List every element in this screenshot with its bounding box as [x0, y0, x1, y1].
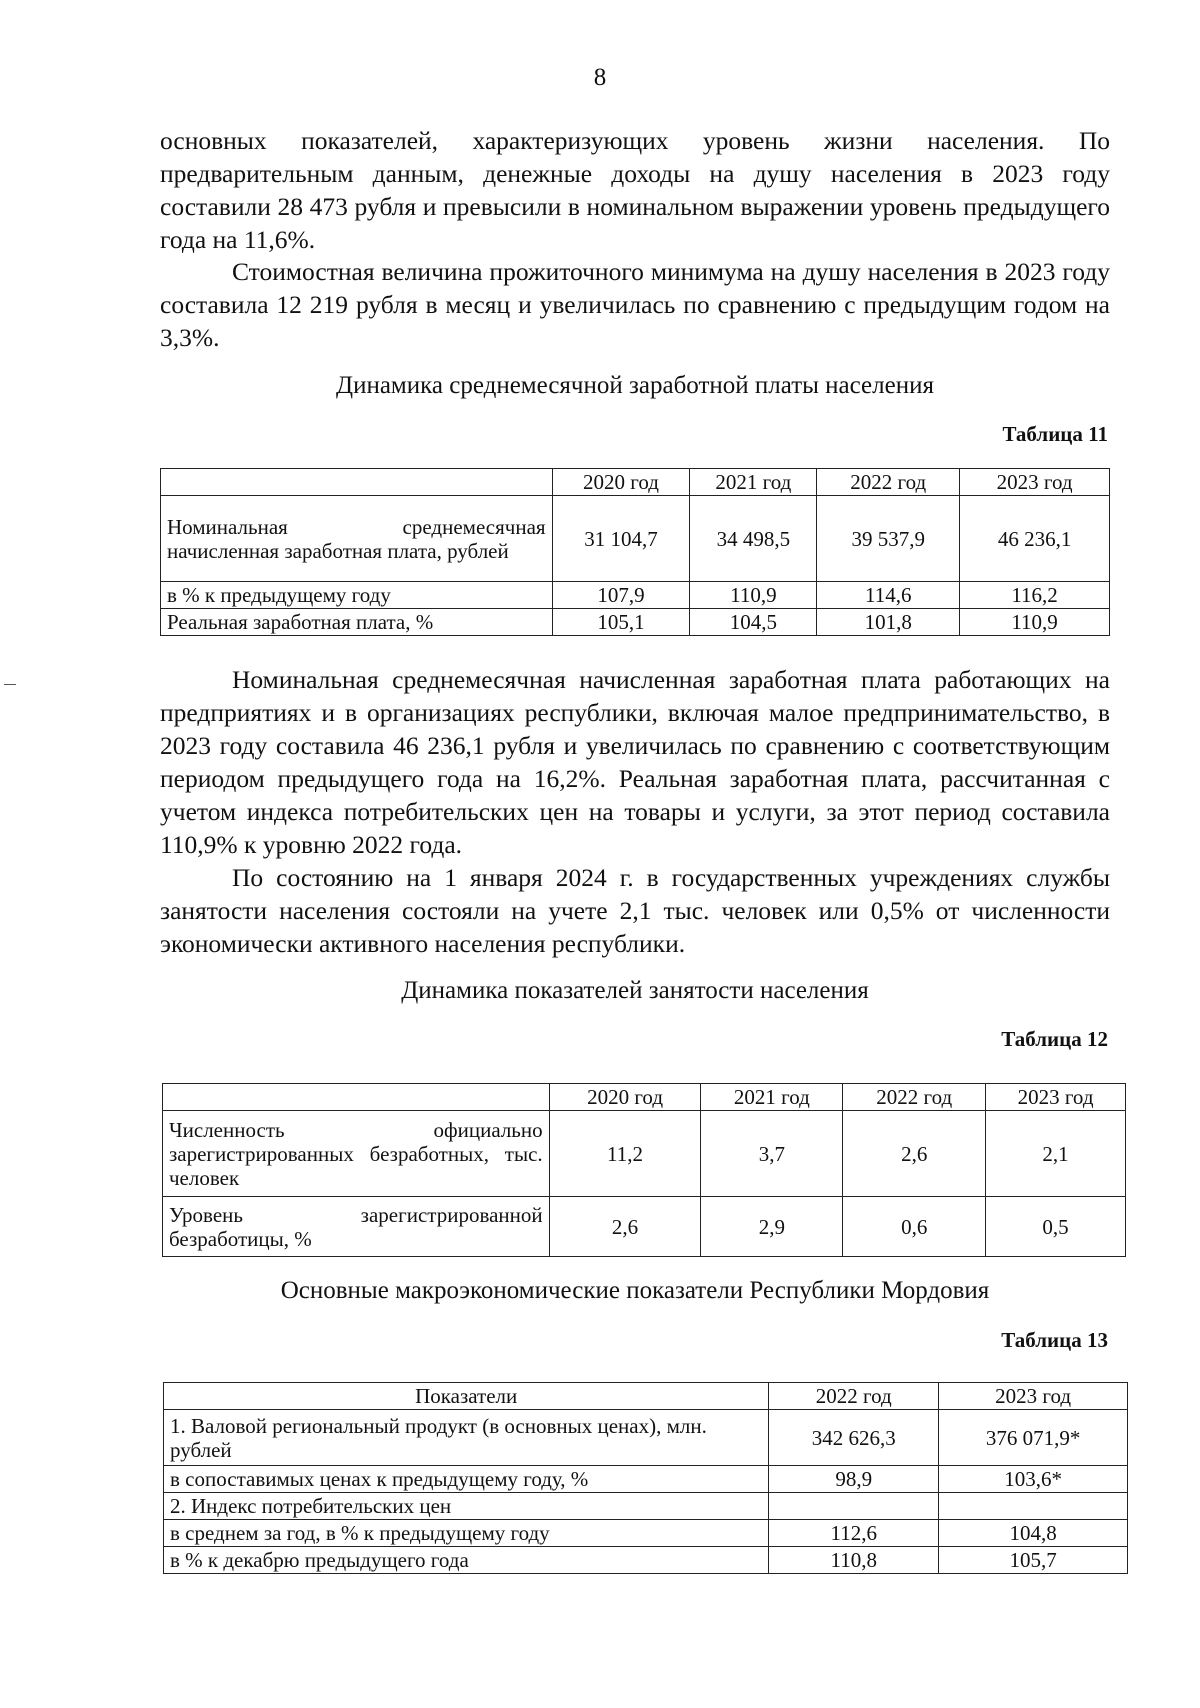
table-row: [163, 1111, 1126, 1197]
table11-header-row: [161, 469, 1110, 496]
cell-value: 2,1: [986, 1111, 1126, 1197]
table-row: [164, 1410, 1128, 1466]
table-row: [164, 1547, 1128, 1574]
cell-value: 0,6: [843, 1197, 986, 1257]
cell-value: 34 498,5: [690, 496, 817, 582]
page-number: 8: [593, 64, 607, 91]
table-row: [164, 1520, 1128, 1547]
cell-value: 46 236,1: [960, 496, 1110, 582]
cell-value: 39 537,9: [817, 496, 960, 582]
cell-value: 103,6*: [939, 1466, 1128, 1493]
cell-value: 31 104,7: [552, 496, 690, 582]
margin-mark: [4, 684, 16, 685]
table12-header-2020: 2020 год: [549, 1084, 701, 1111]
table11-caption: Динамика среднемесячной заработной платы населения: [336, 372, 934, 399]
cell-value: [939, 1493, 1128, 1520]
cell-value: 105,7: [939, 1547, 1128, 1574]
cell-value: 342 626,3: [769, 1410, 939, 1466]
table13-header-row: [164, 1383, 1128, 1410]
cell-value: 116,2: [960, 582, 1110, 609]
table13-macro-indicators: [163, 1382, 1128, 1574]
row-label: 2. Индекс потребительских цен: [164, 1493, 769, 1520]
cell-value: 3,7: [701, 1111, 843, 1197]
cell-value: 2,6: [843, 1111, 986, 1197]
table11-header-2022: 2022 год: [817, 469, 960, 496]
row-label: Номинальная среднемесячная начисленная заработная плата, рублей: [161, 496, 553, 582]
table13-header-2023: 2023 год: [939, 1383, 1128, 1410]
row-label: 1. Валовой региональный продукт (в основных ценах), млн. рублей: [164, 1410, 769, 1466]
row-label: Численность официально зарегистрированных безработных, тыс. человек: [163, 1111, 550, 1197]
table11-wages: [160, 468, 1110, 636]
cell-value: 110,9: [960, 609, 1110, 636]
table13-header-2022: 2022 год: [769, 1383, 939, 1410]
table11-header-2021: 2021 год: [690, 469, 817, 496]
cell-value: [769, 1493, 939, 1520]
row-label: в среднем за год, в % к предыдущему году: [164, 1520, 769, 1547]
table12-header-2021: 2021 год: [701, 1084, 843, 1111]
table-row: [163, 1197, 1126, 1257]
cell-value: 104,8: [939, 1520, 1128, 1547]
table13-caption: Основные макроэкономические показатели Республики Мордовия: [280, 1277, 990, 1304]
row-label: Реальная заработная плата, %: [161, 609, 553, 636]
paragraph-unemployment: По состоянию на 1 января 2024 г. в государственных учреждениях службы занятости населения состояли на учете 2,1 тыс. человек или 0,5% от численности экономически активного населения республики.: [160, 863, 1110, 958]
cell-value: 110,8: [769, 1547, 939, 1574]
table11-header-empty: [161, 469, 553, 496]
cell-value: 11,2: [549, 1111, 701, 1197]
cell-value: 105,1: [552, 609, 690, 636]
table12-header-2022: 2022 год: [843, 1084, 986, 1111]
table12-label: Таблица 12: [1001, 1027, 1108, 1051]
row-label: в сопоставимых ценах к предыдущему году, %: [164, 1466, 769, 1493]
paragraph-subsistence-minimum: Стоимостная величина прожиточного минимума на душу населения в 2023 году составила 12 219 рубля в месяц и увеличилась по сравнению с предыдущим годом на 3,3%.: [160, 257, 1110, 352]
table13-header-indicators: Показатели: [164, 1383, 769, 1410]
cell-value: 2,9: [701, 1197, 843, 1257]
paragraph-wages: Номинальная среднемесячная начисленная заработная плата работающих на предприятиях и в организациях республики, включая малое предпринимательство, в 2023 году составила 46 236,1 рубля и увеличилась по сравнению с соответствующим периодом предыдущего года на 16,2%. Реальная заработная плата, рассчитанная с учетом индекса потребительских цен на товары и услуги, за этот период составила 110,9% к уровню 2022 года.: [160, 665, 1110, 859]
row-label: в % к декабрю предыдущего года: [164, 1547, 769, 1574]
cell-value: 104,5: [690, 609, 817, 636]
cell-value: 376 071,9*: [939, 1410, 1128, 1466]
table12-header-empty: [163, 1084, 550, 1111]
cell-value: 98,9: [769, 1466, 939, 1493]
table-row: [161, 582, 1110, 609]
cell-value: 110,9: [690, 582, 817, 609]
table-row: [161, 496, 1110, 582]
cell-value: 2,6: [549, 1197, 701, 1257]
table11-header-2023: 2023 год: [960, 469, 1110, 496]
table12-header-row: [163, 1084, 1126, 1111]
cell-value: 107,9: [552, 582, 690, 609]
row-label: Уровень зарегистрированной безработицы, %: [163, 1197, 550, 1257]
table12-caption: Динамика показателей занятости населения: [401, 977, 869, 1004]
cell-value: 114,6: [817, 582, 960, 609]
table-row: [161, 609, 1110, 636]
cell-value: 0,5: [986, 1197, 1126, 1257]
cell-value: 112,6: [769, 1520, 939, 1547]
table-row: [164, 1466, 1128, 1493]
table11-header-2020: 2020 год: [552, 469, 690, 496]
table-row: [164, 1493, 1128, 1520]
table12-header-2023: 2023 год: [986, 1084, 1126, 1111]
row-label: в % к предыдущему году: [161, 582, 553, 609]
table13-label: Таблица 13: [1001, 1328, 1108, 1352]
table11-label: Таблица 11: [1002, 422, 1108, 446]
cell-value: 101,8: [817, 609, 960, 636]
paragraph-income: основных показателей, характеризующих уровень жизни населения. По предварительным данным, денежные доходы на душу населения в 2023 году составили 28 473 рубля и превысили в номинальном выражении уровень предыдущего года на 11,6%.: [160, 126, 1110, 254]
table12-employment: [162, 1083, 1126, 1257]
